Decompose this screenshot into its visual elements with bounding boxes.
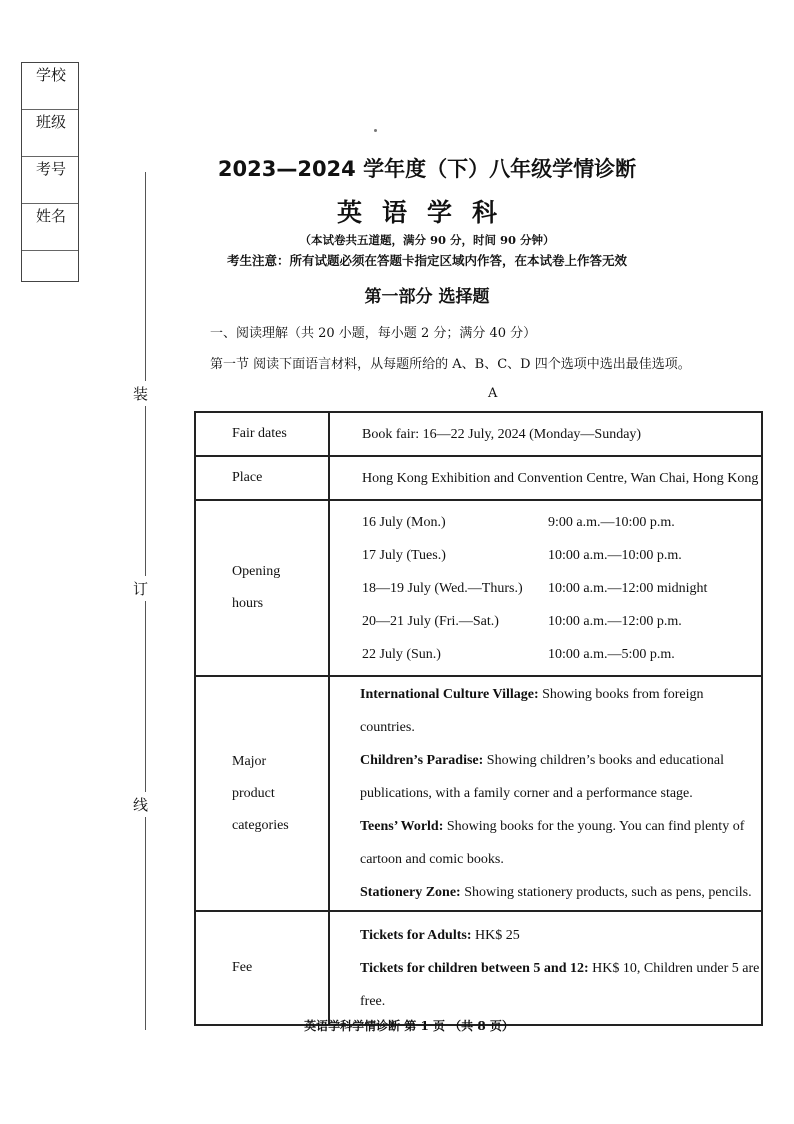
category-desc-line2: publications, with a family corner and a performance stage. bbox=[360, 786, 693, 801]
section-title: 一、阅读理解（共 20 小题，每小题 2 分；满分 40 分） bbox=[210, 326, 537, 341]
category-name: International Culture Village: bbox=[360, 687, 539, 702]
table-row-categories bbox=[195, 676, 762, 911]
passage-label: A bbox=[488, 386, 498, 401]
exam-number-field: 考号 bbox=[22, 157, 78, 204]
speck bbox=[374, 129, 377, 132]
hours-row bbox=[362, 605, 760, 638]
category-desc: Showing children’s books and educational bbox=[483, 753, 724, 768]
hours-date: 18—19 July (Wed.—Thurs.) bbox=[362, 580, 523, 596]
binding-mark-zhuang: 装 bbox=[133, 381, 148, 406]
category-item bbox=[360, 678, 760, 744]
fee-adults-value: HK$ 25 bbox=[471, 927, 520, 943]
name-field: 姓名 bbox=[22, 204, 78, 251]
fee-list bbox=[329, 911, 762, 1025]
fee-children-line2: free. bbox=[360, 993, 386, 1009]
subject-title: 英语学科 bbox=[336, 198, 517, 227]
table-row-fee bbox=[195, 911, 762, 1025]
exam-info: （本试卷共五道题，满分 90 分，时间 90 分钟） bbox=[299, 233, 555, 247]
hours-date: 16 July (Mon.) bbox=[362, 514, 446, 530]
exam-notice: 考生注意：所有试题必须在答题卡指定区域内作答，在本试卷上作答无效 bbox=[226, 253, 627, 268]
table-row-fair-dates bbox=[195, 412, 762, 456]
categories-label-line1: Major bbox=[232, 753, 267, 769]
fee-children bbox=[360, 952, 760, 985]
categories-label-line2: product bbox=[232, 785, 275, 801]
fee-children-value: HK$ 10, Children under 5 are bbox=[588, 960, 760, 976]
hours-row bbox=[362, 638, 760, 671]
categories-label bbox=[195, 676, 329, 911]
subsection-instruction: 第一节 阅读下面语言材料，从每题所给的 A、B、C、D 四个选项中选出最佳选项。 bbox=[210, 357, 691, 372]
hours-row bbox=[362, 572, 760, 605]
category-name: Teens’ World: bbox=[360, 819, 444, 834]
category-desc: Showing books for the young. You can find plenty of bbox=[443, 819, 745, 834]
hours-date: 20—21 July (Fri.—Sat.) bbox=[362, 613, 499, 629]
book-fair-table bbox=[194, 411, 763, 1026]
category-desc-line2: cartoon and comic books. bbox=[360, 852, 504, 867]
hours-time: 10:00 a.m.—5:00 p.m. bbox=[548, 646, 675, 662]
category-name: Stationery Zone: bbox=[360, 885, 461, 900]
fee-adults bbox=[360, 919, 760, 952]
fair-dates-label: Fair dates bbox=[195, 412, 329, 456]
fair-dates-value: Book fair: 16—22 July, 2024 (Monday—Sunday) bbox=[329, 412, 762, 456]
page-footer: 英语学科学情诊断 第 1 页 （共 8 页） bbox=[304, 1019, 514, 1033]
hours-row bbox=[362, 539, 760, 572]
category-desc: Showing stationery products, such as pens, pencils. bbox=[460, 885, 752, 900]
hours-date: 22 July (Sun.) bbox=[362, 646, 441, 662]
table-row-opening-hours bbox=[195, 500, 762, 676]
category-item bbox=[360, 810, 760, 843]
hours-date: 17 July (Tues.) bbox=[362, 547, 446, 563]
hours-time: 10:00 a.m.—10:00 p.m. bbox=[548, 547, 682, 563]
hours-row bbox=[362, 506, 760, 539]
categories-list bbox=[329, 676, 762, 911]
category-item bbox=[360, 744, 760, 777]
category-name: Children’s Paradise: bbox=[360, 753, 484, 768]
exam-title: 2023—2024 学年度（下）八年级学情诊断 bbox=[217, 157, 637, 181]
hours-time: 10:00 a.m.—12:00 p.m. bbox=[548, 613, 682, 629]
hours-time: 9:00 a.m.—10:00 p.m. bbox=[548, 514, 675, 530]
binding-mark-ding: 订 bbox=[133, 576, 148, 601]
opening-hours-label-line2: hours bbox=[232, 596, 264, 611]
fee-children-name: Tickets for children between 5 and 12: bbox=[360, 960, 589, 976]
categories-label-line3: categories bbox=[232, 817, 289, 833]
opening-hours-list bbox=[329, 500, 762, 676]
category-item bbox=[360, 876, 760, 909]
opening-hours-label bbox=[195, 500, 329, 676]
part-title: 第一部分 选择题 bbox=[364, 287, 490, 307]
opening-hours-label-line1: Opening bbox=[232, 564, 281, 579]
school-field: 学校 bbox=[22, 63, 78, 110]
fee-adults-name: Tickets for Adults: bbox=[360, 927, 472, 943]
hours-time: 10:00 a.m.—12:00 midnight bbox=[548, 580, 708, 596]
binding-mark-xian: 线 bbox=[133, 792, 148, 817]
category-desc: Showing books from foreign countries. bbox=[360, 687, 704, 735]
table-row-place bbox=[195, 456, 762, 500]
place-label: Place bbox=[195, 456, 329, 500]
place-value: Hong Kong Exhibition and Convention Centre, Wan Chai, Hong Kong bbox=[329, 456, 762, 500]
class-field: 班级 bbox=[22, 110, 78, 157]
fee-label: Fee bbox=[195, 911, 329, 1025]
